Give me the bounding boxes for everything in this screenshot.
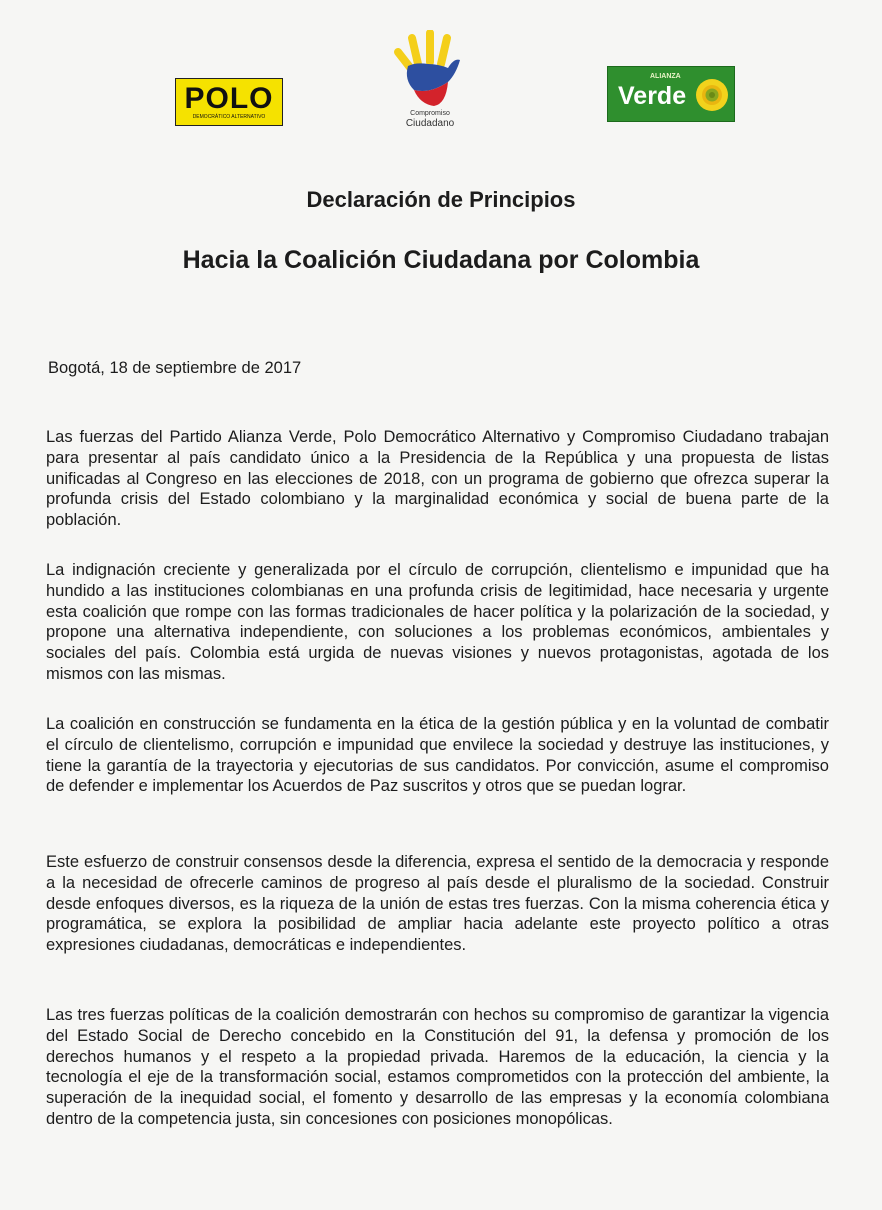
compromiso-logo-subtitle: Compromiso	[410, 110, 450, 117]
paragraph-4: Este esfuerzo de construir consensos desde la diferencia, expresa el sentido de la democracia y responde a la necesidad de ofrecerle caminos de progreso al país desde el pluralismo de la sociedad. Construir desde enfoques diversos, es la riqueza de la unión de estas tres fuerzas. Con la misma coherencia ética y programática, se explora la posibilidad de ampliar hacia adelante este proyecto político a otras expresiones ciudadanas, democráticas e independientes.	[46, 853, 829, 955]
compromiso-logo-title: Ciudadano	[405, 118, 455, 129]
document-title: Hacia la Coalición Ciudadana por Colombia	[182, 246, 700, 274]
polo-logo	[175, 78, 283, 126]
paragraph-5: Las tres fuerzas políticas de la coalición demostrarán con hechos su compromiso de garantizar la vigencia del Estado Social de Derecho concebido en la Constitución del 91, la defensa y promoción de los derechos humanos y el respeto a la propiedad privada. Haremos de la educación, la ciencia y la tecnología el eje de la transformación social, estamos comprometidos con la protección del ambiente, la superación de la inequidad social, el fomento y desarrollo de las empresas y la economía colombiana dentro de la competencia justa, sin concesiones con posiciones monopólicas.	[46, 1006, 829, 1128]
sunflower-icon	[694, 77, 730, 113]
paragraph-3: La coalición en construcción se fundamenta en la ética de la gestión pública y en la voluntad de combatir el círculo de clientelismo, corrupción e impunidad que envilece la sociedad y destruye las instituciones, y tiene la garantía de la trayectoria y ejecutorias de sus candidatos. Por convicción, asume el compromiso de defender e implementar los Acuerdos de Paz suscritos y otros que se puedan lograr.	[46, 715, 829, 796]
hand-icon	[390, 30, 470, 110]
polo-logo-subtitle: DEMOCRÁTICO ALTERNATIVO	[192, 114, 266, 120]
compromiso-ciudadano-logo	[390, 30, 470, 135]
paragraph-1: Las fuerzas del Partido Alianza Verde, Polo Democrático Alternativo y Compromiso Ciudadano trabajan para presentar al país candidato único a la Presidencia de la República y una propuesta de listas unificadas al Congreso en las elecciones de 2018, con un programa de gobierno que ofrezca superar la profunda crisis del Estado colombiano y la marginalidad económica y social de buena parte de la población.	[46, 428, 829, 530]
document-date: Bogotá, 18 de septiembre de 2017	[48, 359, 302, 377]
verde-logo-word: Verde	[618, 82, 687, 110]
paragraph-2: La indignación creciente y generalizada por el círculo de corrupción, clientelismo e impunidad que ha hundido a las instituciones colombianas en una profunda crisis de legitimidad, hace necesaria y urgente esta coalición que rompe con las formas tradicionales de hacer política y la polarización de la sociedad, y propone una alternativa independiente, con soluciones a los problemas económicos, ambientales y sociales del país. Colombia está urgida de nuevas visiones y nuevos protagonistas, agotada de los mismos con las mismas.	[46, 561, 829, 683]
alianza-verde-logo	[607, 66, 735, 122]
document-heading: Declaración de Principios	[306, 187, 576, 212]
polo-logo-word: POLO	[184, 82, 274, 115]
verde-logo-top: ALIANZA	[650, 73, 681, 80]
